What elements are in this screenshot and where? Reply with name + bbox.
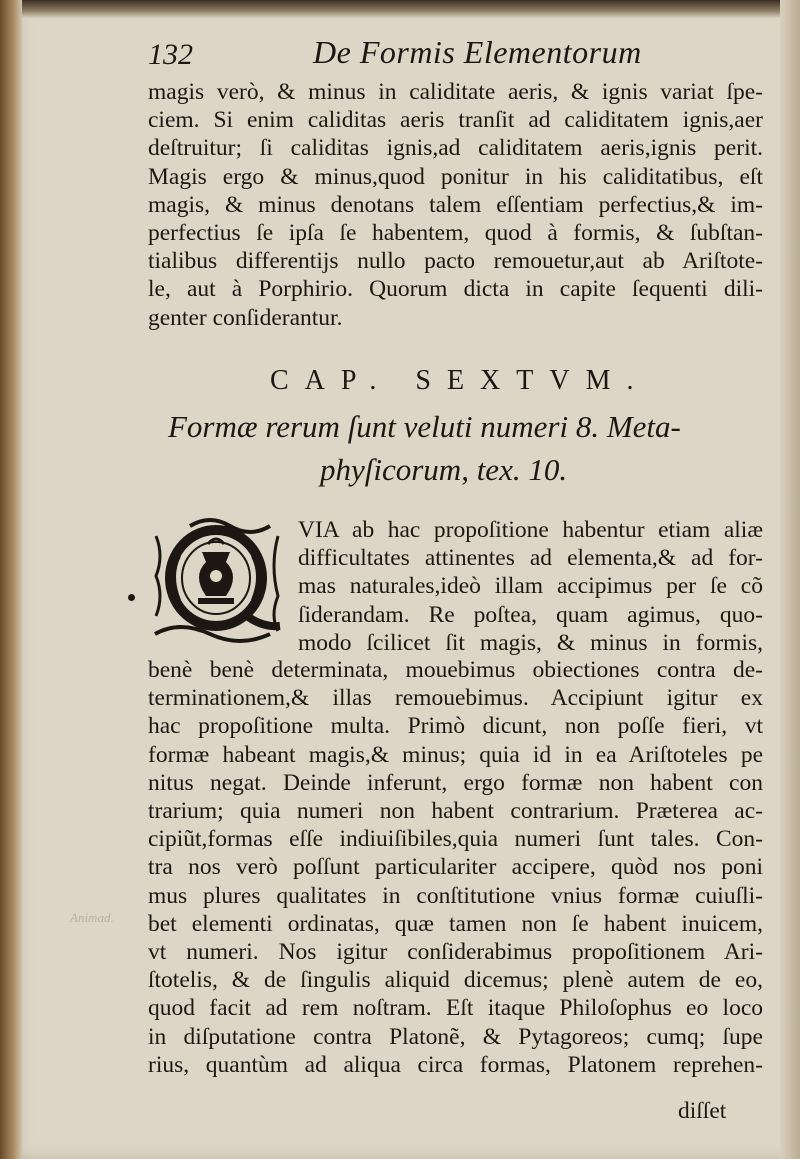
text-line: ſiderandam. Re poſtea, quam agimus, quo- — [298, 601, 763, 628]
text-line: le, aut à Porphirio. Quorum dicta in capite ſequenti dili- — [148, 276, 763, 303]
chapter-heading: CAP. SEXTVM. — [270, 365, 650, 396]
text-line: benè benè determinata, mouebimus obiectiones contra de- — [148, 657, 763, 683]
text-line: bet elementi ordinatas, quæ tamen non ſe habent inuicem, — [148, 910, 763, 937]
initial-letter — [285, 516, 286, 517]
text-line: magis verò, & minus in caliditate aeris, & ignis variat ſpe- — [148, 79, 763, 105]
text-line: VIA ab hac propoſitione habentur etiam aliæ — [298, 517, 763, 543]
chapter-subtitle-line-1: Formæ rerum ſunt veluti numeri 8. Meta- — [168, 409, 681, 444]
text-line: formæ habeant magis,& minus; quia id in ea Ariſtoteles pe — [148, 741, 763, 768]
catchword: diſſet — [678, 1098, 727, 1124]
ornament-initial-icon — [150, 516, 285, 644]
ink-dot — [128, 594, 135, 601]
page-right-edge — [780, 0, 800, 1159]
text-line: in diſputatione contra Platonẽ, & Pytagoreos; cumq; ſupe — [148, 1023, 763, 1050]
text-line: deſtruitur; ſi caliditas ignis,ad caliditatem aeris,ignis perit. — [148, 135, 763, 162]
text-line: hac propoſitione multa. Primò dicunt, non poſſe fieri, vt — [148, 713, 763, 740]
margin-note: Animad. — [70, 910, 114, 925]
text-line: tra nos verò poſſunt particulariter accipere, quòd nos poni — [148, 854, 763, 881]
text-line: modo ſcilicet ſit magis, & minus in formis, — [298, 629, 763, 656]
decorated-initial-q — [150, 516, 285, 644]
text-line: magis, & minus denotans talem eſſentiam perfectius,& im- — [148, 191, 763, 218]
page-number: 132 — [148, 38, 193, 71]
binding-gutter — [0, 0, 22, 1159]
text-line: mas naturales,ideò illam accipimus per ſe cõ — [298, 573, 763, 600]
paragraph-1 — [148, 78, 763, 332]
text-line: vt numeri. Nos igitur conſiderabimus propoſitionem Ari- — [148, 939, 763, 966]
text-line: nitus negat. Deinde inferunt, ergo formæ non habent con — [148, 769, 763, 796]
text-line: genter conſiderantur. — [148, 304, 343, 331]
text-line: ciem. Si enim caliditas aeris tranſit ad caliditatem ignis,aer — [148, 107, 763, 134]
text-line: cipiũt,formas eſſe indiuiſibiles,quia numeri ſunt tales. Con- — [148, 826, 763, 853]
page-header — [148, 32, 763, 80]
text-line: terminationem,& illas remouebimus. Accipiunt igitur ex — [148, 685, 763, 712]
chapter-subtitle-line-2: phyſicorum, tex. 10. — [320, 452, 568, 487]
text-line: quod facit ad rem noſtram. Eſt itaque Philoſophus eo loco — [148, 995, 763, 1022]
text-line: Magis ergo & minus,quod ponitur in his caliditatibus, eſt — [148, 163, 763, 190]
text-line: rius, quantùm ad aliqua circa formas, Platonem reprehen- — [148, 1051, 763, 1078]
text-line: perfectius ſe ipſa ſe habentem, quod à formis, & ſubſtan- — [148, 220, 763, 247]
paragraph-2-opening — [298, 516, 763, 657]
text-line: ſtotelis, & de ſingulis aliquid dicemus; plenè autem de eo, — [148, 967, 763, 994]
text-line: trarium; quia numeri non habent contrarium. Præterea ac- — [148, 798, 763, 825]
text-line: tialibus differentijs nullo pacto remouetur,aut ab Ariſtote- — [148, 248, 763, 275]
paragraph-2-body — [148, 656, 763, 1079]
text-line: difficultates attinentes ad elementa,& ad for- — [298, 545, 763, 572]
page-top-edge — [0, 0, 800, 18]
running-title: De Formis Elementorum — [313, 34, 642, 70]
text-line: mus plures qualitates in conſtitutione vnius formæ cuiuſli- — [148, 882, 763, 909]
